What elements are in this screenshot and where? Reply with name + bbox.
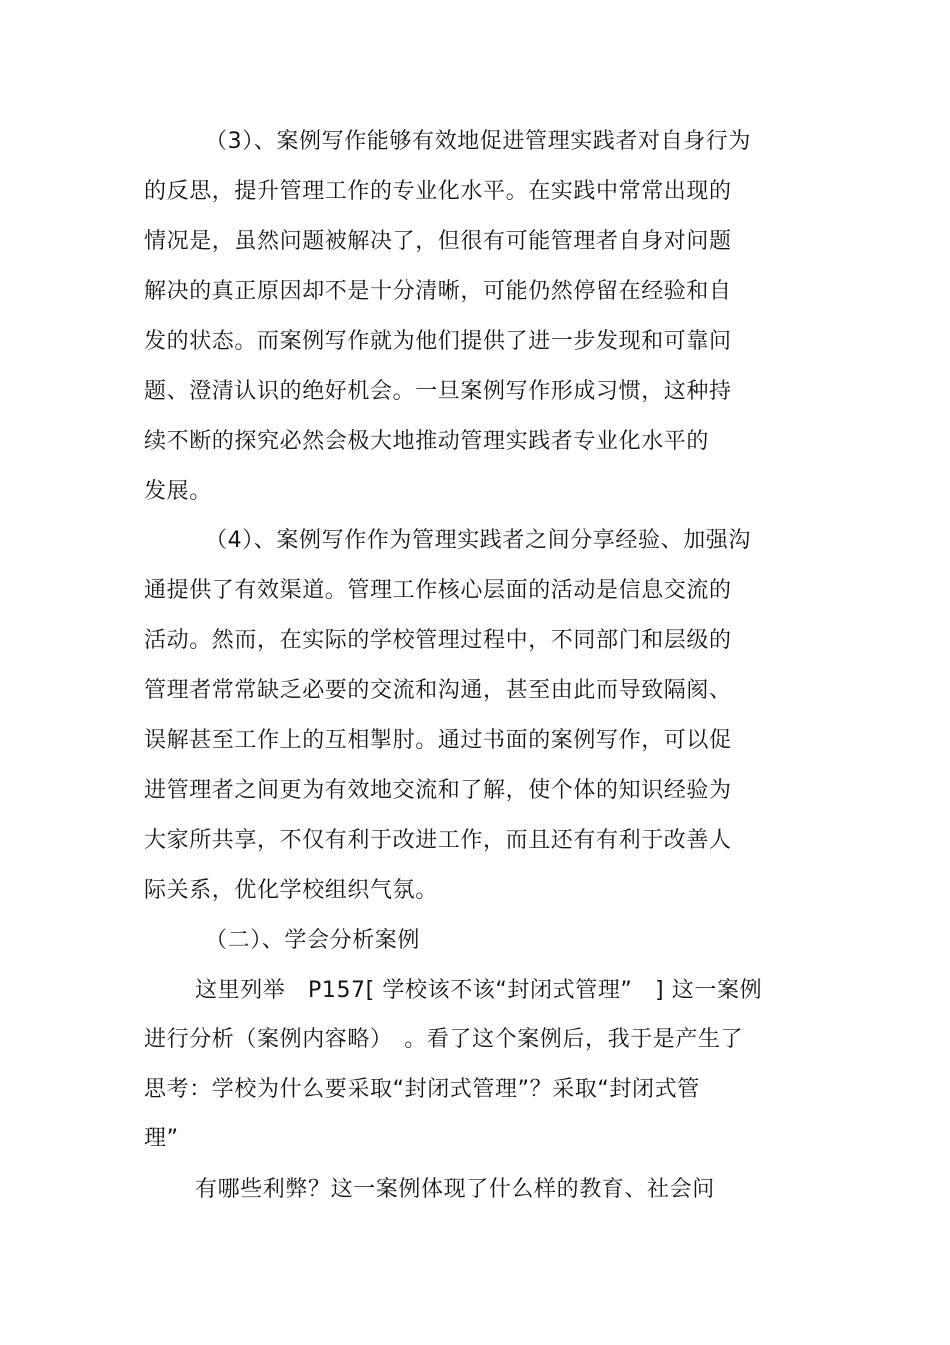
paragraph-4-line-6: 进管理者之间更为有效地交流和了解，使个体的知识经验为 bbox=[144, 778, 732, 803]
paragraph-4-line-5: 误解甚至工作上的互相掣肘。通过书面的案例写作，可以促 bbox=[144, 728, 732, 753]
paragraph-4-line-7: 大家所共享，不仅有利于改进工作，而且还有有利于改善人 bbox=[144, 828, 732, 853]
final-line: 有哪些利弊？这一案例体现了什么样的教育、社会问 bbox=[195, 1177, 715, 1202]
paragraph-4-line-2: 通提供了有效渠道。管理工作核心层面的活动是信息交流的 bbox=[144, 578, 732, 603]
paragraph-3-line-3: 情况是，虽然问题被解决了，但很有可能管理者自身对问题 bbox=[144, 229, 732, 254]
analysis-line-3: 思考：学校为什么要采取“封闭式管理”？采取“封闭式管 bbox=[144, 1077, 700, 1102]
paragraph-3-line-8: 发展。 bbox=[144, 479, 212, 504]
paragraph-3-line-5: 发的状态。而案例写作就为他们提供了进一步发现和可靠问 bbox=[144, 329, 732, 354]
analysis-line-2: 进行分析（案例内容略） 。看了这个案例后，我于是产生了 bbox=[144, 1027, 744, 1052]
paragraph-3-line-4: 解决的真正原因却不是十分清晰，可能仍然停留在经验和自 bbox=[144, 279, 732, 304]
paragraph-4-line-3: 活动。然而，在实际的学校管理过程中，不同部门和层级的 bbox=[144, 628, 732, 653]
paragraph-3-line-7: 续不断的探究必然会极大地推动管理实践者专业化水平的 bbox=[144, 429, 710, 454]
analysis-line-1: 这里列举 P157[ 学校该不该“封闭式管理” ] 这一案例 bbox=[195, 978, 763, 1003]
paragraph-3-line-2: 的反思，提升管理工作的专业化水平。在实践中常常出现的 bbox=[144, 179, 732, 204]
paragraph-4-line-4: 管理者常常缺乏必要的交流和沟通，甚至由此而导致隔阂、 bbox=[144, 678, 732, 703]
analysis-line-4: 理” bbox=[144, 1126, 179, 1151]
section-heading: （二）、学会分析案例 bbox=[205, 928, 421, 953]
paragraph-4-line-1: （4）、案例写作作为管理实践者之间分享经验、加强沟 bbox=[205, 528, 751, 553]
paragraph-3-line-6: 题、澄清认识的绝好机会。一旦案例写作形成习惯，这种持 bbox=[144, 379, 732, 404]
paragraph-3-line-1: （3）、案例写作能够有效地促进管理实践者对自身行为 bbox=[205, 129, 751, 154]
paragraph-4-line-8: 际关系，优化学校组织气氛。 bbox=[144, 878, 438, 903]
